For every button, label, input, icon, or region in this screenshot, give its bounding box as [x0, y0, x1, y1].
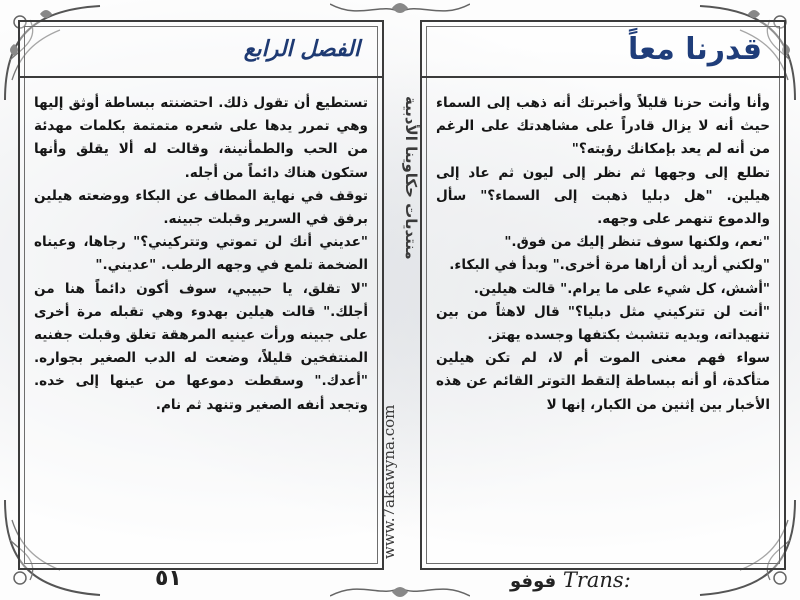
forum-name: منتديات حكاوينا الأدبية — [402, 96, 420, 260]
translator-name: فوفو — [510, 571, 557, 592]
book-title: قدرنا معاً — [628, 31, 762, 67]
translator-credit — [510, 568, 631, 592]
paragraph: "عديني أنك لن تموتي وتتركيني؟" رجاها، وعيناه الضخمة تلمع في وجهه الرطب. "عديني." — [34, 234, 368, 274]
paragraph: توقف في نهاية المطاف عن البكاء ووضعته هيلين برفق في السرير وقبلت جبينه. — [34, 187, 368, 228]
right-page-body — [436, 92, 770, 558]
paragraph: تستطيع أن تقول ذلك. احتضنته ببساطة أوثق إليها وهي تمرر يدها على شعره متمتمة بكلمات مهدئة من الحب والطمأنينة، وقالت له ألا يقلق وأنها ستكون هناك دائماً من أجله. — [34, 95, 368, 181]
book-spine — [380, 20, 420, 580]
translator-label: Trans: — [562, 568, 631, 592]
paragraph: "نعم، ولكنها سوف تنظر إليك من فوق." — [504, 234, 770, 251]
paragraph: "ولكني أريد أن أراها مرة أخرى." وبدأ في البكاء. — [449, 257, 770, 274]
chapter-title: الفصل الرابع — [243, 36, 360, 62]
paragraph: تطلع إلى وجهها ثم نظر إلى ليون ثم عاد إلى هيلين. "هل دبليا ذهبت إلى السماء؟" سأل والدموع تنهمر على وجهه. — [436, 164, 770, 228]
forum-url: www.7akawyna.com — [380, 404, 398, 560]
page-number: ٥١ — [155, 566, 182, 591]
left-page-frame — [18, 20, 384, 570]
paragraph: سواء فهم معنى الموت أم لا، لم تكن هيلين متأكدة، أو أنه ببساطة إلتقط التوتر القائم عن هذه الأخبار بين إثنين من الكبار، إنها لا — [436, 350, 770, 413]
paragraph: "لا تقلق، يا حبيبي، سوف أكون دائماً هنا من أجلك." قالت هيلين بهدوء وهي تقبله مرة أخرى على جبينه ورأت عينيه المرهقة تغلق وقبلت جفنيه المنتفخين قليلاً، وضعت له الدب الصغير بجواره. "أعدك." وسقطت دموعها من عينها إلى خده. وتجعد أنفه الصغير وتنهد ثم نام. — [34, 280, 368, 413]
paragraph: وأنا وأنت حزنا قليلاً وأخبرتك أنه ذهب إلى السماء حيث أنه لا يزال قادراً على مشاهدتك على الرغم من أنه لم يعد بإمكانك رؤيته؟" — [436, 95, 770, 158]
left-page-header — [20, 22, 382, 78]
right-page-header — [422, 22, 784, 78]
paragraph: "أنت لن تتركيني مثل دبليا؟" قال لاهثاً من بين تنهيداته، ويديه تتشبث بكتفها وجسده يهتز. — [436, 303, 770, 344]
paragraph: "أشش، كل شيء على ما يرام." قالت هيلين. — [473, 280, 770, 297]
right-page-frame — [420, 20, 786, 570]
left-page-body — [34, 92, 368, 558]
